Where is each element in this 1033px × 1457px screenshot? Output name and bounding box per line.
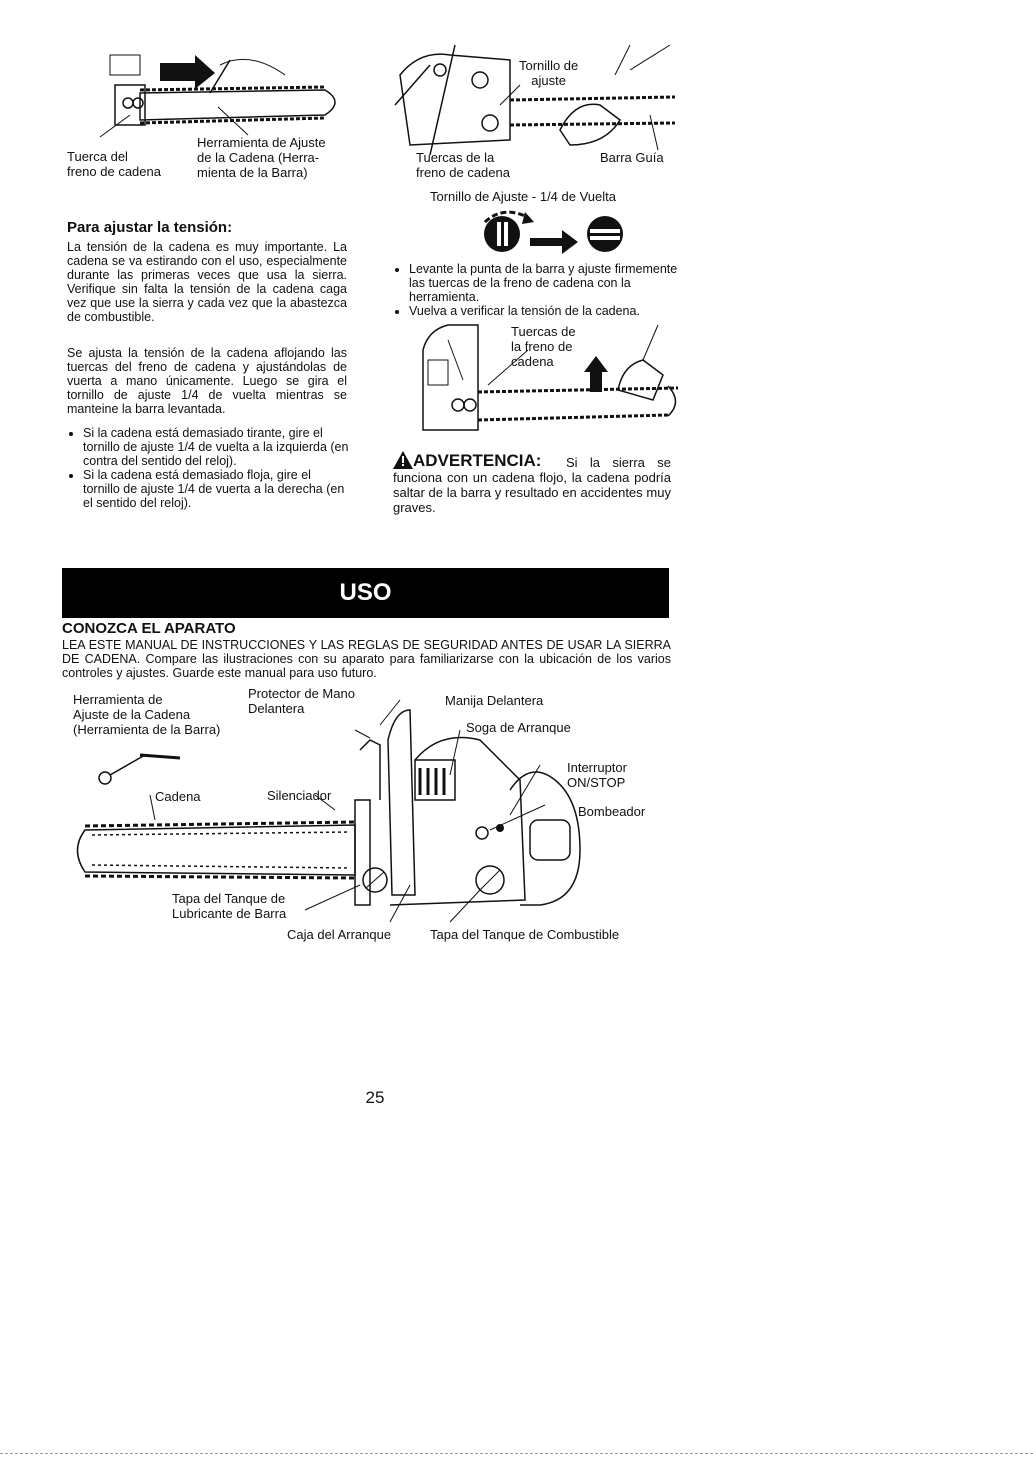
tension-bullets <box>67 426 349 510</box>
label-brake-nut: Tuerca del freno de cadena <box>67 149 161 179</box>
uso-intro-caps: LEA ESTE MANUAL DE INSTRUCCIONES Y LAS REGLAS DE SEGURIDAD ANTES DE USAR LA SIERRA DE CADENA. <box>62 638 671 666</box>
label-primer: Bombeador <box>578 804 646 819</box>
tension-bullet: • Si la cadena está demasiado tirante, gire el tornillo de ajuste 1/4 de vuelta a la izquierda (en contra del sentido del reloj). <box>83 426 349 468</box>
label-hand-guard: Protector de Mano Delantera <box>248 686 355 716</box>
label-quarter-turn: Tornillo de Ajuste - 1/4 de Vuelta <box>430 189 616 204</box>
label-starter-rope: Soga de Arranque <box>466 720 571 735</box>
label-front-handle: Manija Delantera <box>445 693 544 708</box>
uso-section-bar: USO <box>62 568 669 618</box>
page-bottom-edge <box>0 1453 1033 1455</box>
warning-text: Si la sierra se funciona con un cadena flojo, la cadena podría saltar de la barra y resultado en accidentes muy graves. <box>393 455 671 515</box>
know-your-tool-heading: CONOZCA EL APARATO <box>62 620 236 637</box>
label-chain: Cadena <box>155 789 201 804</box>
label-brake-nuts-2: Tuercas de la freno de cadena <box>511 324 576 369</box>
uso-intro <box>62 638 671 680</box>
label-muffler: Silenciador <box>267 788 332 803</box>
tension-heading: Para ajustar la tensión: <box>67 219 233 236</box>
tension-paragraph-1: La tensión de la cadena es muy importante. La cadena se va estirando con el uso, especialmente durante las primeras veces que usa la sierra. Verifique sin falta la tensión de la cadena caga vez que use la sierra y cada vez que la abastezca de combustible. <box>67 240 347 324</box>
uso-intro-rest: Compare las ilustraciones con su aparato para familiarizarse con la ubicación de los varios controles y ajustes. Guarde este manual para uso futuro. <box>62 652 672 680</box>
right-bullet: • Vuelva a verificar la tensión de la cadena. <box>409 304 689 318</box>
label-chain-tool: Herramienta de Ajuste de la Cadena (Herramienta de la Barra) <box>73 692 221 737</box>
right-bullet: • Levante la punta de la barra y ajuste firmemente las tuercas de la freno de cadena con la herramienta. <box>409 262 689 304</box>
warning-title: ADVERTENCIA: <box>413 451 542 470</box>
label-on-stop-switch: Interruptor ON/STOP <box>567 760 627 790</box>
page-number: 25 <box>365 1088 385 1107</box>
label-adjustment-tool: Herramienta de Ajuste de la Cadena (Herra- mienta de la Barra) <box>197 135 326 180</box>
right-bullets <box>393 262 689 318</box>
tension-paragraph-2: Se ajusta la tensión de la cadena aflojando las tuercas del freno de cadena y ajustándolas de vuerta a mano únicamente. Luego se gira el tornillo de ajuste 1/4 de vuelta mientras se manteine la barra levantada. <box>67 346 347 416</box>
tension-bullet: • Si la cadena está demasiado floja, gire el tornillo de ajuste 1/4 de vuerta a la derecha (en el sentido del reloj). <box>83 468 349 510</box>
label-fuel-cap: Tapa del Tanque de Combustible <box>430 927 620 942</box>
label-guide-bar: Barra Guía <box>600 150 664 165</box>
chain-tension-illustration <box>100 45 360 145</box>
label-brake-nuts: Tuercas de la freno de cadena <box>416 150 510 180</box>
label-adjusting-screw: Tornillo de ajuste <box>519 58 579 88</box>
label-oil-cap: Tapa del Tanque de Lubricante de Barra <box>172 891 287 921</box>
label-starter-housing: Caja del Arranque <box>287 927 392 942</box>
quarter-turn-icon <box>480 208 640 258</box>
